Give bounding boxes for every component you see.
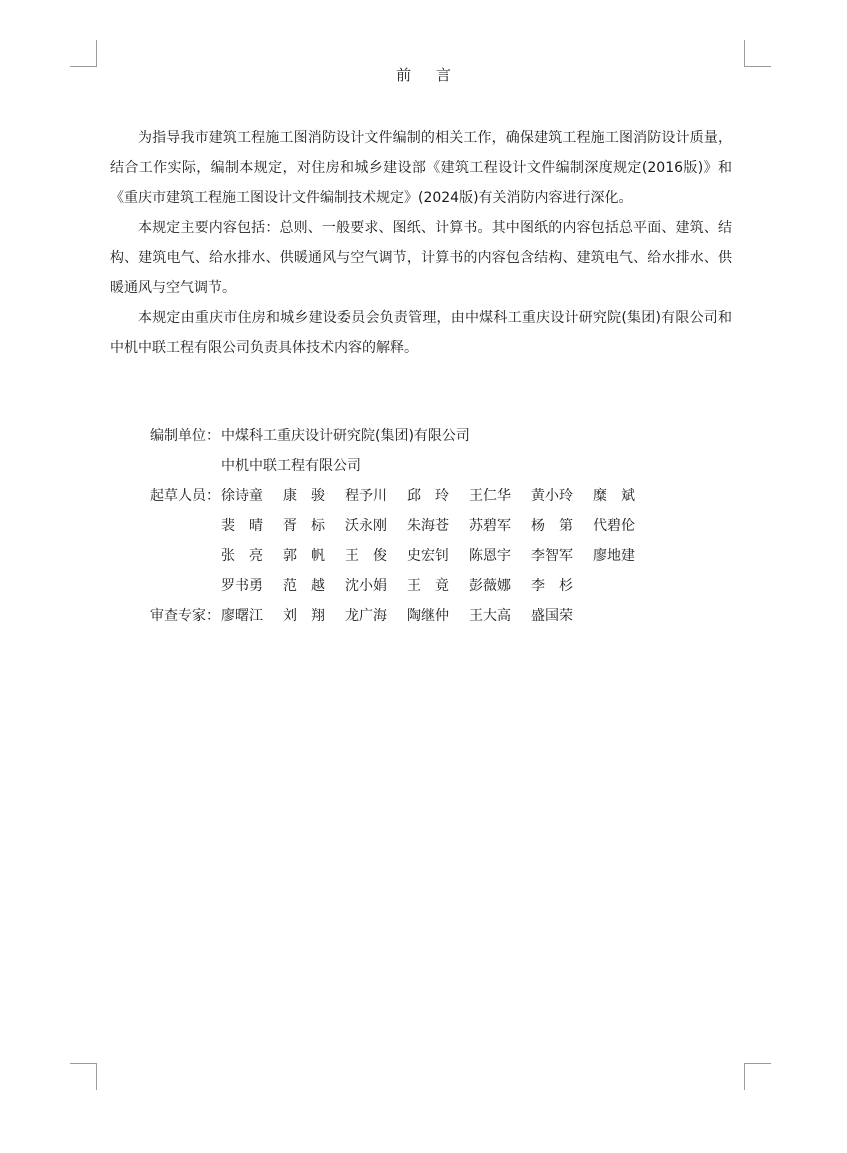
drafter-name: 康 骏 xyxy=(283,488,325,504)
paragraph-contents: 本规定主要内容包括：总则、一般要求、图纸、计算书。其中图纸的内容包括总平面、建筑、结构、建筑电气、给水排水、供暖通风与空气调节，计算书的内容包含结构、建筑电气、给水排水、供暖通风与空气调节。 xyxy=(110,220,732,296)
reviewer-name: 龙广海 xyxy=(345,608,387,624)
drafter-name: 王 俊 xyxy=(345,548,387,564)
drafters-label: 起草人员： xyxy=(150,488,220,504)
compile-unit: 中煤科工重庆设计研究院(集团)有限公司 xyxy=(221,428,470,444)
drafter-name: 朱海苍 xyxy=(407,518,449,534)
reviewer-name: 王大高 xyxy=(469,608,511,624)
foreword-body xyxy=(110,123,732,363)
drafter-name: 胥 标 xyxy=(283,518,325,534)
crop-mark-bottom-left xyxy=(70,1063,97,1090)
reviewer-name: 刘 翔 xyxy=(283,608,325,624)
drafter-name: 黄小玲 xyxy=(531,488,573,504)
drafter-name: 罗书勇 xyxy=(221,578,263,594)
crop-mark-top-right xyxy=(744,40,771,67)
drafter-name: 杨 第 xyxy=(531,518,573,534)
compile-label: 编制单位： xyxy=(150,428,220,444)
drafter-name: 郭 帆 xyxy=(283,548,325,564)
drafters-row xyxy=(110,541,732,571)
reviewers-label: 审查专家： xyxy=(150,608,220,624)
reviewer-name: 盛国荣 xyxy=(531,608,573,624)
drafter-name: 裴 晴 xyxy=(221,518,263,534)
drafter-name: 程予川 xyxy=(345,488,387,504)
drafter-name: 代碧伦 xyxy=(593,518,635,534)
compile-unit-row xyxy=(110,451,732,481)
drafter-name: 范 越 xyxy=(283,578,325,594)
drafter-name: 李智军 xyxy=(531,548,573,564)
drafter-name: 王 竟 xyxy=(407,578,449,594)
drafter-name: 徐诗童 xyxy=(221,488,263,504)
drafter-name: 糜 斌 xyxy=(593,488,635,504)
reviewer-name: 廖曙江 xyxy=(221,608,263,624)
reviewer-name: 陶继仲 xyxy=(407,608,449,624)
drafter-name: 彭薇娜 xyxy=(469,578,511,594)
crop-mark-top-left xyxy=(70,40,97,67)
drafter-name: 张 亮 xyxy=(221,548,263,564)
drafters-row xyxy=(110,571,732,601)
drafter-name: 王仁华 xyxy=(469,488,511,504)
paragraph-purpose: 为指导我市建筑工程施工图消防设计文件编制的相关工作，确保建筑工程施工图消防设计质量，结合工作实际，编制本规定，对住房和城乡建设部《建筑工程设计文件编制深度规定(2016版)》和《重庆市建筑工程施工图设计文件编制技术规定》(2024版)有关消防内容进行深化。 xyxy=(110,130,732,206)
drafter-name: 沈小娟 xyxy=(345,578,387,594)
compile-unit: 中机中联工程有限公司 xyxy=(221,458,361,474)
crop-mark-bottom-right xyxy=(744,1063,771,1090)
drafter-name: 沃永刚 xyxy=(345,518,387,534)
drafter-name: 邱 玲 xyxy=(407,488,449,504)
drafters-row xyxy=(110,481,732,511)
drafter-name: 苏碧军 xyxy=(469,518,511,534)
page-title: 前 言 xyxy=(396,66,461,84)
drafter-name: 陈恩宇 xyxy=(469,548,511,564)
credits-block xyxy=(110,421,732,631)
drafters-row xyxy=(110,511,732,541)
paragraph-management: 本规定由重庆市住房和城乡建设委员会负责管理，由中煤科工重庆设计研究院(集团)有限公司和中机中联工程有限公司负责具体技术内容的解释。 xyxy=(110,310,732,356)
drafter-name: 李 杉 xyxy=(531,578,573,594)
compile-unit-row xyxy=(110,421,732,451)
drafter-name: 史宏钊 xyxy=(407,548,449,564)
drafter-name: 廖地建 xyxy=(593,548,635,564)
reviewers-row xyxy=(110,601,732,631)
